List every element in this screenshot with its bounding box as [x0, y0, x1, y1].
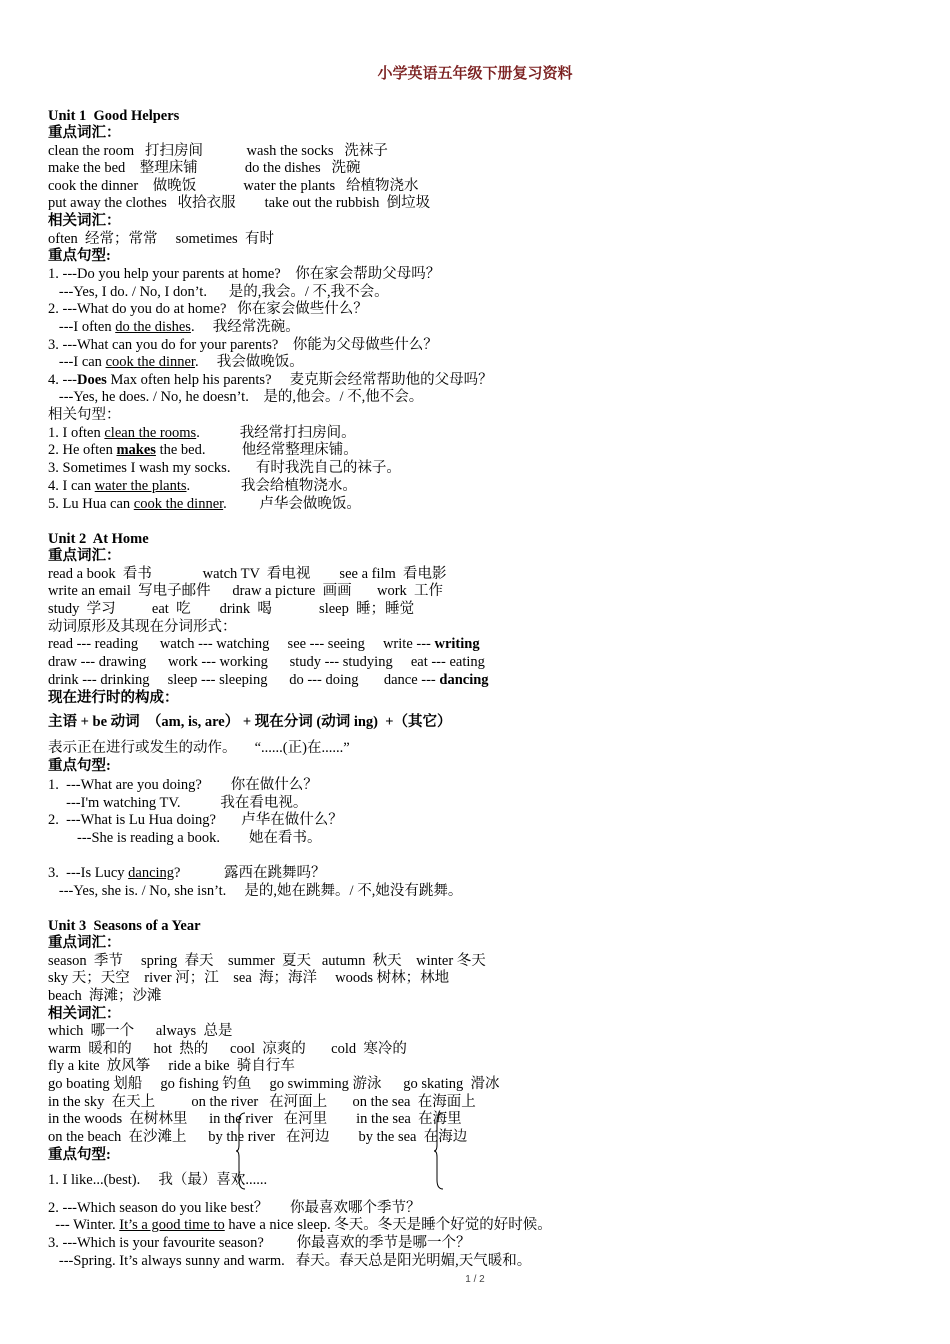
text-line [48, 883, 462, 900]
text-segment: 3. Sometimes I wash my socks. 有时我洗自己的袜子。 [48, 460, 401, 476]
text-segment: 1. I like...(best). 我（最）喜欢...... [48, 1172, 268, 1188]
text-segment: the bed. 他经常整理床铺。 [155, 442, 358, 458]
text-segment: 动词原形及其现在分词形式： [48, 619, 237, 635]
text-segment: Unit 3 Seasons of a Year [48, 918, 201, 934]
text-line [48, 988, 162, 1005]
text-segment: ---I can [48, 354, 106, 370]
underlined-phrase: It’s a good time to [119, 1217, 225, 1233]
text-segment: 1. I often [48, 425, 105, 441]
text-segment: 1. ---Do you help your parents at home? 你在家会帮助父母吗？ [48, 266, 441, 282]
text-segment: writing [434, 636, 480, 652]
text-line [48, 389, 423, 406]
text-segment: Does [77, 372, 107, 388]
underlined-phrase: water the plants [94, 478, 187, 494]
text-line [48, 1111, 462, 1128]
page-number: 1 / 2 [465, 1274, 485, 1285]
text-segment: 2. ---What do you do at home? 你在家会做些什么？ [48, 301, 368, 317]
text-segment: 2. ---What is Lu Hua doing? 卢华在做什么？ [48, 812, 343, 828]
text-line [48, 740, 350, 757]
text-segment: study 学习 eat 吃 drink 喝 sleep 睡；睡觉 [48, 601, 415, 617]
text-segment: warm 暖和的 hot 热的 cool 凉爽的 cold 寒冷的 [48, 1041, 407, 1057]
text-segment: 相关词汇： [48, 1006, 121, 1022]
text-line [48, 531, 149, 548]
text-line [48, 1041, 407, 1058]
text-line [48, 478, 357, 495]
text-segment: . 我会给植物浇水。 [186, 478, 357, 494]
text-segment: 主语 + be 动词 （am, is, are） + 现在分词 (动词 ing) +（其它） [48, 714, 452, 730]
text-segment: which 哪一个 always 总是 [48, 1023, 233, 1039]
text-segment: 4. --- [48, 372, 77, 388]
text-segment: often 经常；常常 sometimes 有时 [48, 231, 274, 247]
right-brace-mark [434, 1112, 444, 1190]
text-segment: 3. ---Is Lucy [48, 865, 129, 881]
underlined-phrase: do the dishes [115, 319, 191, 335]
text-line [48, 777, 318, 794]
text-line [48, 319, 300, 336]
text-line [48, 108, 179, 125]
text-line [48, 1094, 476, 1111]
text-segment: . 我会做晚饭。 [194, 354, 304, 370]
text-segment: have a nice sleep. 冬天。冬天是睡个好觉的好时候。 [224, 1217, 552, 1233]
text-segment: 重点句型: [48, 758, 111, 774]
text-segment: clean the room 打扫房间 wash the socks 洗袜子 [48, 143, 388, 159]
text-line [48, 548, 121, 565]
text-segment: 5. Lu Hua can [48, 496, 134, 512]
text-line [48, 125, 121, 142]
text-segment: in the woods 在树林里 in the river 在河里 in the sea 在海里 [48, 1111, 462, 1127]
text-segment: ---Yes, she is. / No, she isn’t. 是的,她在跳舞。/ 不,她没有跳舞。 [48, 883, 463, 899]
text-segment: ---I'm watching TV. 我在看电视。 [48, 795, 308, 811]
text-line [48, 672, 489, 689]
text-segment: 重点词汇： [48, 125, 121, 141]
text-line [48, 354, 304, 371]
text-line [48, 143, 388, 160]
text-line [48, 970, 449, 987]
text-segment: read --- reading watch --- watching see --- seeing write --- [48, 636, 435, 652]
text-segment: go boating 划船 go fishing 钓鱼 go swimming 游泳 go skating 滑冰 [48, 1076, 500, 1092]
text-line [48, 1147, 111, 1164]
text-segment: season 季节 spring 春天 summer 夏天 autumn 秋天 winter 冬天 [48, 953, 486, 969]
text-segment: 2. ---Which season do you like best？ 你最喜欢哪个季节？ [48, 1200, 421, 1216]
text-segment: 表示正在进行或发生的动作。 “......(正)在......” [48, 740, 350, 756]
text-segment: draw --- drawing work --- working study --- studying eat --- eating [48, 654, 485, 670]
text-segment: fly a kite 放风筝 ride a bike 骑自行车 [48, 1058, 295, 1074]
text-line [48, 1217, 552, 1234]
text-line [48, 160, 361, 177]
text-line [48, 714, 452, 731]
text-segment: 重点词汇： [48, 935, 121, 951]
text-line [48, 566, 447, 583]
text-segment: ---Yes, I do. / No, I don’t. 是的,我会。/ 不,我不会。 [48, 284, 389, 300]
text-line [48, 1235, 470, 1252]
text-segment: Unit 1 Good Helpers [48, 108, 180, 124]
text-line [48, 1200, 421, 1217]
text-line [48, 1023, 232, 1040]
text-line [48, 1058, 295, 1075]
text-line [48, 1172, 267, 1189]
text-segment: Unit 2 At Home [48, 531, 149, 547]
text-line [48, 231, 274, 248]
text-segment: ---I often [48, 319, 116, 335]
text-line [48, 407, 121, 424]
text-segment: 3. ---What can you do for your parents? 你能为父母做些什么？ [48, 337, 438, 353]
text-segment: 4. I can [48, 478, 95, 494]
text-segment: ---Spring. It’s always sunny and warm. 春天。春天总是阳光明媚,天气暖和。 [48, 1253, 532, 1269]
underlined-phrase: makes [116, 442, 156, 458]
text-segment: read a book 看书 watch TV 看电视 see a film 看电影 [48, 566, 447, 582]
text-line [48, 1253, 531, 1270]
text-line [48, 442, 358, 459]
text-segment: . 卢华会做晚饭。 [223, 496, 361, 512]
underlined-phrase: cook the dinner [105, 354, 195, 370]
text-line [48, 619, 237, 636]
text-line [48, 690, 179, 707]
text-segment: ? 露西在跳舞吗？ [174, 865, 326, 881]
text-line [48, 496, 361, 513]
left-brace-mark [236, 1112, 246, 1190]
underlined-phrase: dancing [128, 865, 175, 881]
text-segment: beach 海滩；沙滩 [48, 988, 162, 1004]
text-line [48, 1076, 500, 1093]
text-segment: cook the dinner 做晚饭 water the plants 给植物浇水 [48, 178, 419, 194]
text-line [48, 1006, 121, 1023]
text-line [48, 865, 325, 882]
text-line [48, 266, 440, 283]
text-segment: ---She is reading a book. 她在看书。 [48, 830, 322, 846]
text-line [48, 636, 480, 653]
text-segment: 相关句型： [48, 407, 121, 423]
text-line [48, 178, 419, 195]
text-segment: dancing [439, 672, 489, 688]
text-segment: write an email 写电子邮件 draw a picture 画画 work 工作 [48, 583, 444, 599]
text-segment: on the beach 在沙滩上 by the river 在河边 by the sea 在海边 [48, 1129, 468, 1145]
text-line [48, 1129, 467, 1146]
underlined-phrase: cook the dinner [133, 496, 224, 512]
text-line [48, 758, 111, 775]
text-segment: --- Winter. [48, 1217, 120, 1233]
text-segment: ---Yes, he does. / No, he doesn’t. 是的,他会。/ 不,他不会。 [48, 389, 424, 405]
text-line [48, 337, 438, 354]
text-line [48, 583, 443, 600]
text-line [48, 935, 121, 952]
text-line [48, 830, 321, 847]
text-segment: 1. ---What are you doing? 你在做什么？ [48, 777, 318, 793]
text-line [48, 953, 486, 970]
text-segment: 现在进行时的构成： [48, 690, 179, 706]
text-line [48, 248, 111, 265]
document-title: 小学英语五年级下册复习资料 [377, 66, 573, 82]
underlined-phrase: clean the rooms [104, 425, 197, 441]
text-line [48, 425, 356, 442]
text-segment: 3. ---Which is your favourite season? 你最喜欢的季节是哪一个？ [48, 1235, 471, 1251]
text-line [48, 601, 414, 618]
text-line [48, 372, 493, 389]
text-segment: sky 天；天空 river 河；江 sea 海；海洋 woods 树林；林地 [48, 970, 450, 986]
text-line [48, 213, 121, 230]
text-line [48, 195, 430, 212]
text-segment: put away the clothes 收拾衣服 take out the rubbish 倒垃圾 [48, 195, 431, 211]
text-line [48, 918, 201, 935]
text-segment: 重点词汇： [48, 548, 121, 564]
text-line [48, 301, 368, 318]
text-segment: Max often help his parents? 麦克斯会经常帮助他的父母吗？ [106, 372, 493, 388]
text-segment: make the bed 整理床铺 do the dishes 洗碗 [48, 160, 361, 176]
text-segment: . 我经常打扫房间。 [196, 425, 356, 441]
text-segment: 2. He often [48, 442, 117, 458]
text-segment: in the sky 在天上 on the river 在河面上 on the sea 在海面上 [48, 1094, 476, 1110]
text-line [48, 284, 389, 301]
text-line [48, 795, 307, 812]
text-segment: . 我经常洗碗。 [190, 319, 300, 335]
text-segment: 相关词汇： [48, 213, 121, 229]
text-segment: 重点句型: [48, 1147, 111, 1163]
text-line [48, 812, 343, 829]
text-line [48, 460, 401, 477]
text-line [48, 654, 485, 671]
text-segment: drink --- drinking sleep --- sleeping do --- doing dance --- [48, 672, 440, 688]
text-segment: 重点句型: [48, 248, 111, 264]
